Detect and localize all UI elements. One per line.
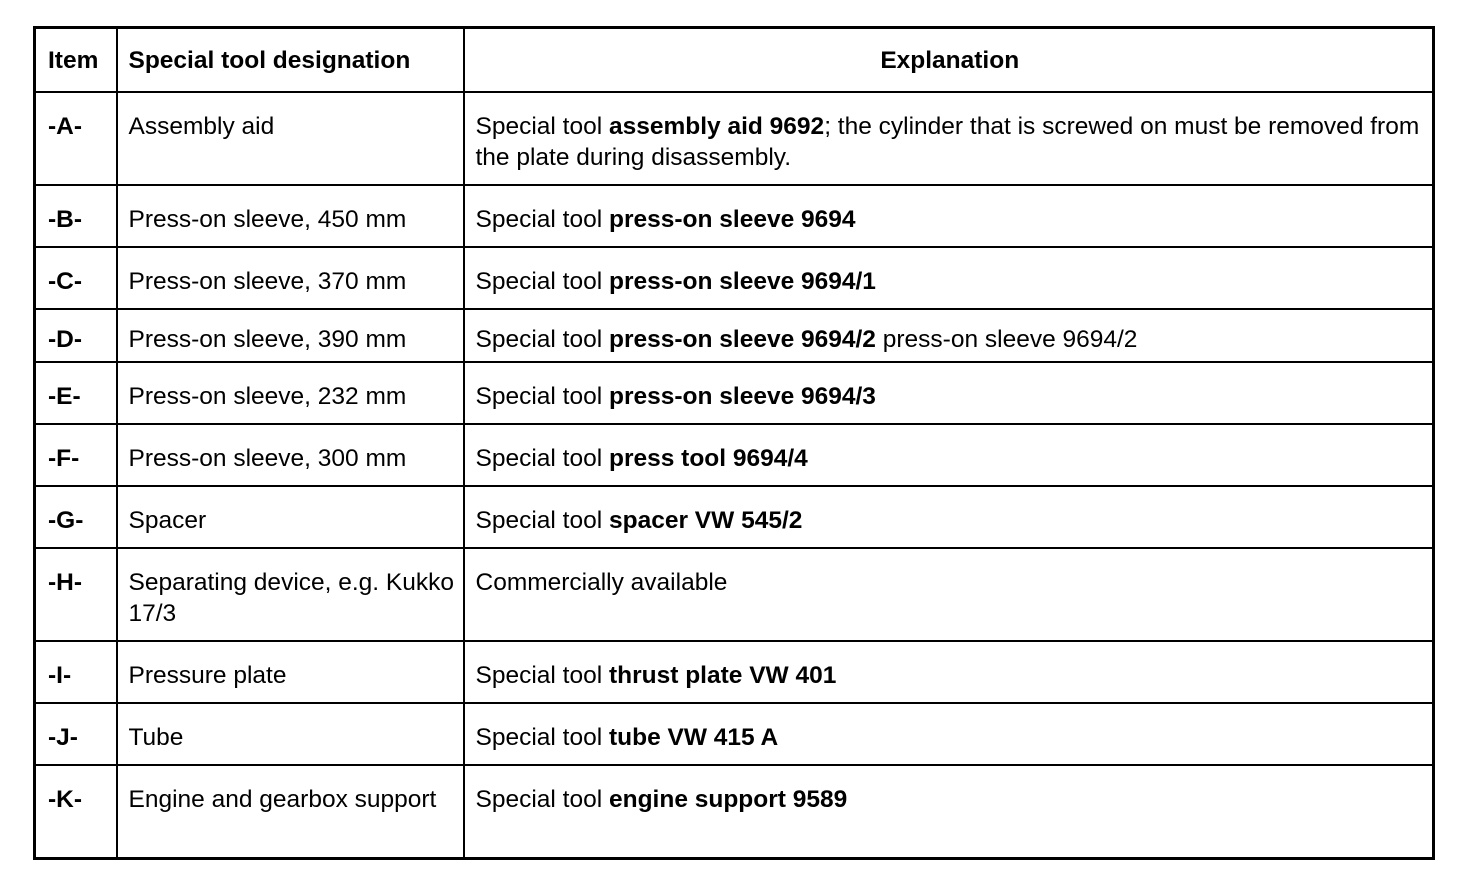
table-row — [35, 641, 1434, 703]
explanation-cell — [464, 548, 1434, 641]
designation-cell: Press-on sleeve, 232 mm — [117, 362, 464, 424]
explanation-text: Commercially available — [475, 569, 728, 596]
designation-cell: Tube — [117, 703, 464, 765]
table-header-row — [35, 28, 1434, 93]
table-row — [35, 92, 1434, 185]
explanation-cell — [464, 309, 1434, 362]
item-cell: -F- — [35, 424, 117, 486]
explanation-tool-name: engine support 9589 — [608, 786, 848, 813]
explanation-cell — [464, 92, 1434, 185]
explanation-tool-name: press-on sleeve 9694/1 — [608, 268, 876, 295]
explanation-cell — [464, 247, 1434, 309]
table-row — [35, 185, 1434, 247]
table-row — [35, 486, 1434, 548]
table-row — [35, 703, 1434, 765]
designation-cell: Press-on sleeve, 300 mm — [117, 424, 464, 486]
explanation-text: Special tool — [475, 445, 609, 472]
explanation-text: Special tool — [475, 724, 609, 751]
designation-cell: Pressure plate — [117, 641, 464, 703]
designation-cell: Press-on sleeve, 450 mm — [117, 185, 464, 247]
item-cell: -D- — [35, 309, 117, 362]
table-row — [35, 309, 1434, 362]
explanation-text: Special tool — [475, 662, 609, 689]
explanation-text: Special tool — [475, 326, 609, 353]
item-cell: -J- — [35, 703, 117, 765]
header-explanation: Explanation — [464, 28, 1434, 93]
special-tools-table — [33, 26, 1435, 860]
table-row — [35, 362, 1434, 424]
designation-cell: Press-on sleeve, 370 mm — [117, 247, 464, 309]
item-cell: -E- — [35, 362, 117, 424]
explanation-cell — [464, 185, 1434, 247]
item-cell: -K- — [35, 765, 117, 859]
item-cell: -B- — [35, 185, 117, 247]
explanation-cell — [464, 641, 1434, 703]
explanation-text: Special tool — [475, 507, 609, 534]
explanation-tool-name: assembly aid 9692 — [608, 113, 825, 140]
explanation-tool-name: press-on sleeve 9694 — [608, 206, 856, 233]
explanation-note: press-on sleeve 9694/2 — [875, 326, 1138, 353]
designation-cell: Spacer — [117, 486, 464, 548]
designation-cell: Separating device, e.g. Kukko 17/3 — [117, 548, 464, 641]
explanation-tool-name: tube VW 415 A — [608, 724, 779, 751]
explanation-text: Special tool — [475, 383, 609, 410]
explanation-tool-name: spacer VW 545/2 — [608, 507, 803, 534]
explanation-text: Special tool — [475, 206, 609, 233]
table-row — [35, 765, 1434, 859]
table-row — [35, 247, 1434, 309]
designation-cell: Engine and gearbox support — [117, 765, 464, 859]
item-cell: -I- — [35, 641, 117, 703]
explanation-cell — [464, 703, 1434, 765]
explanation-note: ; the cylinder that is screwed on must be removed from the plate during disassembly. — [475, 113, 1420, 171]
designation-cell: Press-on sleeve, 390 mm — [117, 309, 464, 362]
designation-cell: Assembly aid — [117, 92, 464, 185]
table-row — [35, 424, 1434, 486]
header-item: Item — [35, 28, 117, 93]
explanation-tool-name: press-on sleeve 9694/3 — [608, 383, 876, 410]
explanation-cell — [464, 486, 1434, 548]
header-designation: Special tool designation — [117, 28, 464, 93]
explanation-text: Special tool — [475, 268, 609, 295]
explanation-tool-name: thrust plate VW 401 — [608, 662, 837, 689]
explanation-cell — [464, 765, 1434, 859]
item-cell: -G- — [35, 486, 117, 548]
item-cell: -H- — [35, 548, 117, 641]
item-cell: -A- — [35, 92, 117, 185]
explanation-cell — [464, 424, 1434, 486]
explanation-text: Special tool — [475, 113, 609, 140]
explanation-tool-name: press-on sleeve 9694/2 — [608, 326, 876, 353]
table-row — [35, 548, 1434, 641]
explanation-cell — [464, 362, 1434, 424]
item-cell: -C- — [35, 247, 117, 309]
explanation-tool-name: press tool 9694/4 — [608, 445, 808, 472]
explanation-text: Special tool — [475, 786, 609, 813]
